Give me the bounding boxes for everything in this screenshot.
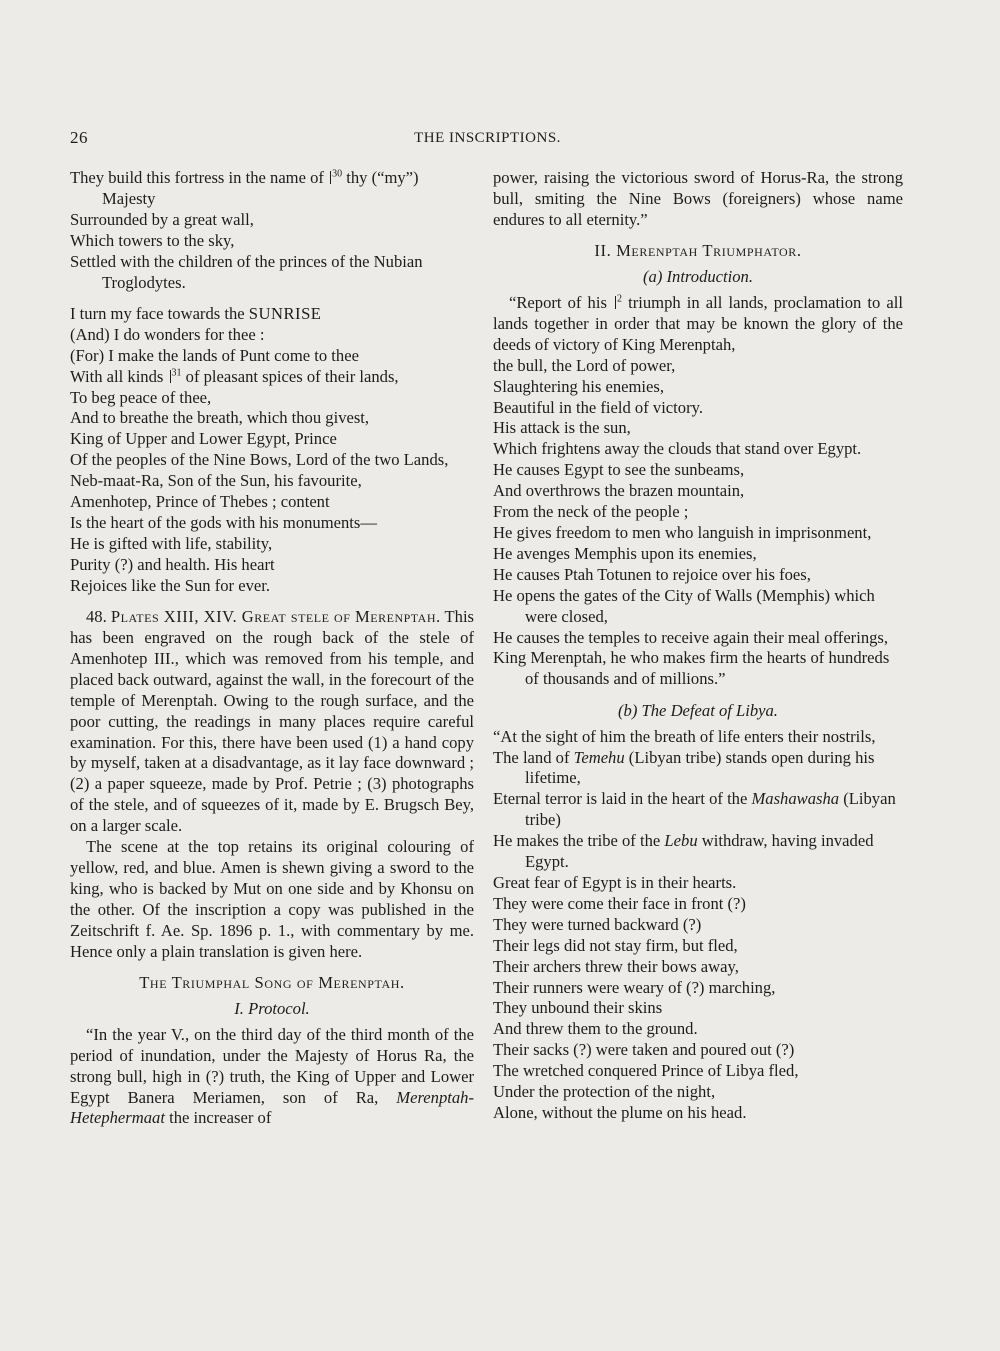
- verse-line: Rejoices like the Sun for ever.: [70, 575, 270, 595]
- left-column: [70, 168, 474, 1129]
- verse-line: They were come their face in front (?): [493, 893, 746, 913]
- verse-line: He causes Egypt to see the sunbeams,: [493, 460, 745, 480]
- right-column: [493, 168, 903, 1124]
- page-header: [70, 128, 905, 152]
- verse-line: Alone, without the plume on his head.: [493, 1102, 747, 1122]
- protocol-paragraph: “In the year V., on the third day of the third month of the period of inundation, under the Majesty of Horus Ra, the strong bull, high in (?) truth, the King of Upper and Lower Egypt Banera Meriamen, son of Ra, Merenptah-Hetephermaat the increaser of: [70, 1024, 474, 1128]
- verse-line: I turn my face towards the SUNRISE: [70, 303, 322, 323]
- verse-line: With all kinds $^{31}$ of pleasant spices of their lands,: [70, 366, 399, 386]
- verse-line: King of Upper and Lower Egypt, Prince: [70, 429, 337, 449]
- introduction-heading: (a) Introduction.: [643, 267, 753, 287]
- verse-line: (For) I make the lands of Punt come to thee: [70, 345, 359, 365]
- line-marker: [170, 370, 171, 383]
- scene-paragraph: The scene at the top retains its original colouring of yellow, red, and blue. Amen is shewn giving a sword to the king, who is backed by Mut on one side and by Khonsu on the other. Of the inscription a copy was published in the Zeitschrift f. Ae. Sp. 1896 p. 1., with commentary by me. Hence only a plain translation is given here.: [70, 837, 474, 961]
- verse-line: The wretched conquered Prince of Libya fled,: [493, 1061, 799, 1081]
- verse-line: Beautiful in the field of victory.: [493, 397, 703, 417]
- verse-line: Their archers threw their bows away,: [493, 956, 739, 976]
- verse-line: Their runners were weary of (?) marching,: [493, 977, 776, 997]
- page-number: 26: [70, 128, 88, 147]
- verse-line: Which frightens away the clouds that stand over Egypt.: [493, 439, 862, 459]
- verse-line: He gives freedom to men who languish in imprisonment,: [493, 523, 872, 542]
- verse-line: The land of Temehu (Libyan tribe) stands open during his lifetime,: [493, 747, 875, 788]
- line-marker: [615, 296, 616, 309]
- verse-line: He opens the gates of the City of Walls (Memphis) which were closed,: [493, 585, 875, 626]
- verse-line: He makes the tribe of the Lebu withdraw, having invaded Egypt.: [493, 831, 874, 872]
- verse-line: Surrounded by a great wall,: [70, 209, 254, 229]
- verse-line: He is gifted with life, stability,: [70, 533, 273, 553]
- verse-line: He causes Ptah Totunen to rejoice over his foes,: [493, 564, 811, 584]
- libya-heading: (b) The Defeat of Libya.: [618, 700, 778, 720]
- verse-line: And to breathe the breath, which thou givest,: [70, 408, 370, 428]
- verse-line: And overthrows the brazen mountain,: [493, 481, 745, 501]
- verse-line: And threw them to the ground.: [493, 1019, 698, 1039]
- section-48-paragraph: 48. Plates XIII, XIV. Great stele of Merenptah. This has been engraved on the rough back of the stele of Amenhotep III., which was removed from his temple, and placed back outward, against the wall, in the forecourt of the temple of Merenptah. Owing to the rough surface, and the poor cutting, the readings in many places require careful examination. For this, there have been used (1) a hand copy by myself, taken at a disadvantage, as it lay face downward ; (2) a paper squeeze, made by Prof. Petrie ; (3) photographs of the stele, and of squeezes of it, made by E. Brugsch Bey, on a larger scale.: [70, 607, 475, 836]
- verse-line: They were turned backward (?): [493, 914, 702, 934]
- verse-line: Their sacks (?) were taken and poured out (?): [493, 1040, 795, 1060]
- section-title: Plates XIII, XIV. Great stele of Merenptah.: [110, 607, 441, 627]
- line-reference: 31: [171, 367, 182, 379]
- verse-line: Amenhotep, Prince of Thebes ; content: [70, 492, 330, 512]
- line-reference: 30: [332, 168, 343, 180]
- protocol-continuation: power, raising the victorious sword of Horus-Ra, the strong bull, smiting the Nine Bows (foreigners) whose name endures to all eternity.”: [493, 168, 903, 229]
- verse-line: Slaughtering his enemies,: [493, 376, 664, 396]
- verse-line: Their legs did not stay firm, but fled,: [493, 935, 738, 955]
- line-reference: 2: [617, 293, 623, 305]
- verse-line: To beg peace of thee,: [70, 387, 212, 407]
- triumphator-heading: II. Merenptah Triumphator.: [594, 241, 802, 261]
- verse-line: Which towers to the sky,: [70, 230, 235, 250]
- verse-line: “At the sight of him the breath of life enters their nostrils,: [493, 726, 876, 746]
- verse-line: King Merenptah, he who makes firm the hearts of hundreds of thousands and of millions.”: [493, 648, 890, 689]
- verse-line: “Report of his $^2$ triumph in all lands, proclamation to all lands together in order that may be known the glory of the deeds of victory of King Merenptah,: [493, 293, 903, 354]
- verse-line: From the neck of the people ;: [493, 502, 689, 522]
- verse-line: He avenges Memphis upon its enemies,: [493, 543, 757, 563]
- verse-line: (And) I do wonders for thee :: [70, 324, 265, 344]
- verse-line: Settled with the children of the princes of the Nubian Troglodytes.: [70, 251, 423, 292]
- verse-line: He causes the temples to receive again their meal offerings,: [493, 627, 889, 647]
- verse-line: They build this fortress in the name of $^{30}$ thy (“my”) Majesty: [70, 168, 419, 208]
- verse-line: Purity (?) and health. His heart: [70, 554, 275, 574]
- verse-line: Of the peoples of the Nine Bows, Lord of the two Lands,: [70, 450, 449, 470]
- verse-line: Is the heart of the gods with his monuments—: [70, 513, 377, 532]
- protocol-heading: I. Protocol.: [234, 998, 310, 1018]
- verse-line: Eternal terror is laid in the heart of the Mashawasha (Libyan tribe): [493, 789, 896, 830]
- verse-line: Neb-maat-Ra, Son of the Sun, his favourite,: [70, 471, 362, 491]
- verse-line: Under the protection of the night,: [493, 1082, 716, 1102]
- verse-line: They unbound their skins: [493, 998, 663, 1018]
- song-heading: The Triumphal Song of Merenptah.: [139, 973, 405, 993]
- verse-line: His attack is the sun,: [493, 418, 631, 438]
- verse-line: the bull, the Lord of power,: [493, 355, 676, 375]
- running-title: THE INSCRIPTIONS.: [414, 130, 561, 146]
- verse-line: Great fear of Egypt is in their hearts.: [493, 873, 737, 892]
- line-marker: [330, 171, 331, 184]
